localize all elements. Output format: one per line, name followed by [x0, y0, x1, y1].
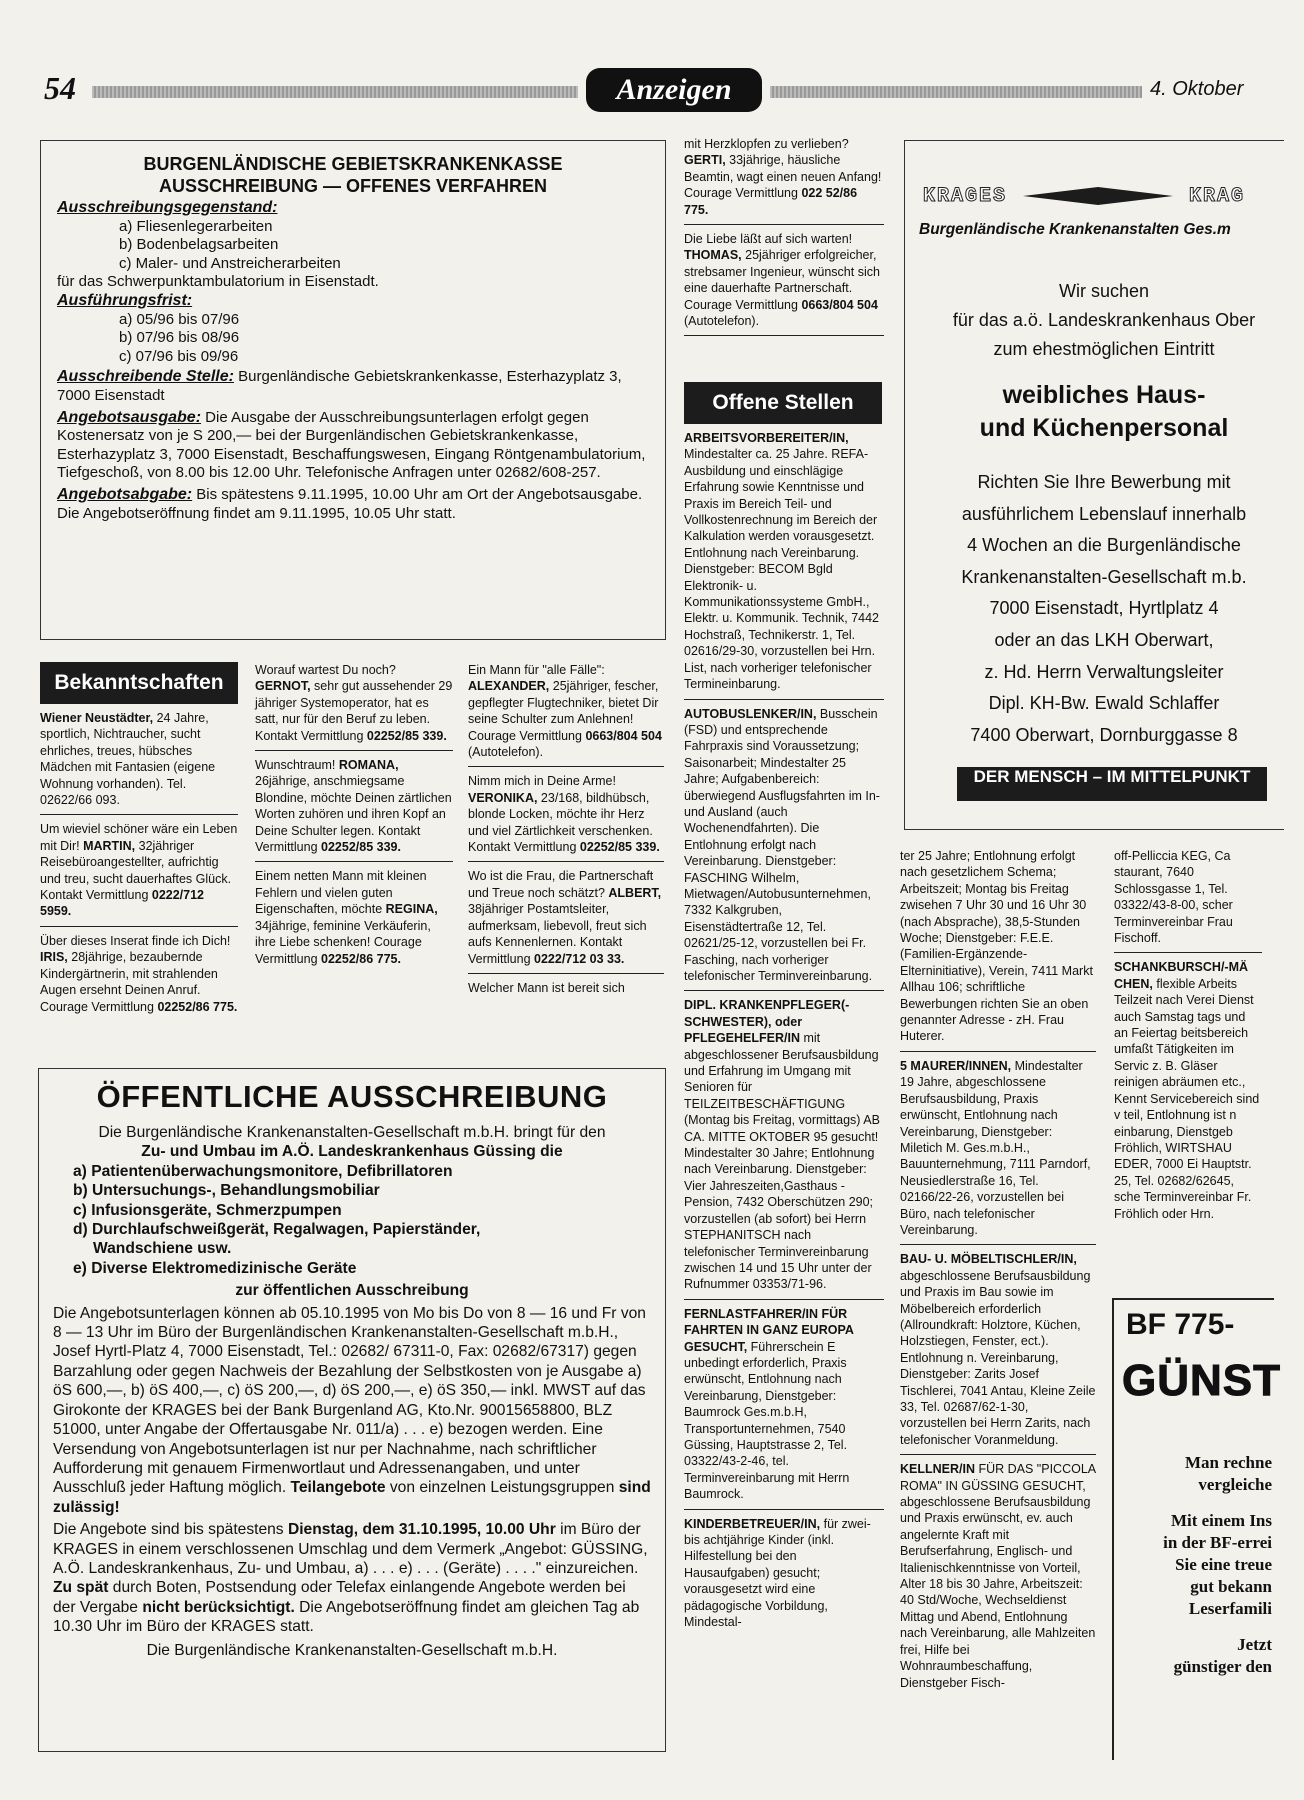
- krages-arrow-icon: [1023, 187, 1173, 205]
- gkk-frist-item: a) 05/96 bis 07/96: [119, 310, 240, 328]
- personal-ad: Einem netten Mann mit kleinen Fehlern und vielen guten Eigenschaften, möchte REGINA, 34jährige, feminine Verkäuferin, ihre Liebe schenken! Courage Vermittlung 02252/86 775.: [255, 869, 438, 966]
- krages-body-line: Krankenanstalten-Gesellschaft m.b.: [961, 566, 1247, 587]
- krages-body: [919, 467, 1289, 751]
- gkk-stelle-text: Burgenländische Gebietskrankenkasse, Esterhazyplatz 3, 7000 Eisenstadt: [57, 368, 622, 404]
- gkk-item: b) Bodenbelagsarbeiten: [119, 236, 279, 254]
- krages-line: zum ehestmöglichen Eintritt: [993, 339, 1215, 359]
- krages-bold-1: weibliches Haus-: [1002, 381, 1206, 409]
- bf-big: GÜNST: [1122, 1356, 1281, 1405]
- gkk-stelle: [57, 368, 649, 405]
- bf-ad: [1112, 1298, 1281, 1760]
- oeff-item: e) Diverse Elektromedizinische Geräte: [73, 1259, 357, 1277]
- oeff-footer: Die Burgenländische Krankenanstalten-Gesellschaft m.b.H.: [146, 1641, 558, 1659]
- krages-body-line: z. Hd. Herrn Verwaltungsleiter: [984, 661, 1224, 682]
- issue-date: 4. Oktober: [1150, 78, 1244, 100]
- bf-text: [1144, 1452, 1304, 1678]
- gkk-ausgabe-label: Angebotsausgabe:: [57, 408, 202, 426]
- krages-bold-2: und Küchenpersonal: [979, 414, 1229, 442]
- oeff-item: d) Durchlaufschweißgerät, Regalwagen, Papierständer,: [73, 1221, 481, 1239]
- bf-line: günstiger den: [1173, 1657, 1272, 1676]
- oeff-item: c) Infusionsgeräte, Schmerzpumpen: [73, 1201, 342, 1219]
- gkk-title-2: AUSSCHREIBUNG — OFFENES VERFAHREN: [158, 176, 548, 196]
- oeffentliche-ausschreibung-ad: [38, 1068, 666, 1752]
- bf-line: Man rechne: [1184, 1453, 1272, 1472]
- personal-ad: Nimm mich in Deine Arme! VERONIKA, 23/168, bildhübsch, blonde Locken, möchte ihr Herz und viel Zärtlichkeit verschenken. Kontakt Vermittlung 02252/85 339.: [468, 774, 660, 855]
- job-ad: KINDERBETREUER/IN, für zwei- bis achtjährige Kinder (inkl. Hilfestellung bei den Hausaufgaben) gesucht; vorausgesetzt wird eine pädagogische Vorbildung, Mindestal-: [684, 1516, 871, 1630]
- gkk-ad: [40, 140, 666, 640]
- krages-line: Wir suchen: [1058, 281, 1150, 301]
- bf-line: in der BF-errei: [1163, 1533, 1272, 1552]
- job-ad: DIPL. KRANKENPFLEGER(-SCHWESTER), oder PFLEGEHELFER/IN mit abgeschlossener Berufsausbildung und Erfahrung im Umgang mit Senioren für TEILZEITBESCHÄFTIGUNG (Montag bis Freitag, vormittags) AB CA. MITTE OKTOBER 95 gesucht! Mindestalter 30 Jahre; Entlohnung nach Vereinbarung. Dienstgeber: Vier Jahreszeiten,Gasthaus - Pension, 7432 Oberschützen 290; vorzustellen (ab sofort) bei Herrn STEPHANITSCH nach telefonischer Terminvereinbarung zwischen 14 und 15 Uhr unter der Rufnummer 03353/71-96.: [684, 998, 880, 1292]
- gkk-items: [57, 218, 649, 274]
- krages-body-line: 7000 Eisenstadt, Hyrtlplatz 4: [989, 598, 1219, 619]
- krages-intro: [919, 277, 1289, 364]
- job-ad: ter 25 Jahre; Entlohnung erfolgt nach gesetzlichem Schema; Arbeitszeit; Montag bis Freitag zwisehen 7 Uhr 30 und 16 Uhr 30 (nach Absprache), 38,5-Stunden Woche; Dienstgeber: F.E.E. (Familien-Ergänzende-Elterninitiative), Verein, 7411 Markt Allhau 106; schriftliche Bewerbungen richten Sie an oben genannter Adresse - zH. Frau Huterer.: [900, 849, 1093, 1044]
- offene-stellen-col-4: [684, 430, 884, 1752]
- oeff-item: b) Untersuchungs-, Behandlungsmobiliar: [73, 1182, 380, 1200]
- gkk-title-1: BURGENLÄNDISCHE GEBIETSKRANKENKASSE: [143, 154, 563, 174]
- krages-logo-left: KRAGES: [923, 185, 1008, 208]
- personal-ad: Worauf wartest Du noch? GERNOT, sehr gut aussehender 29 jähriger Systemoperator, hat es satt, nur für den Beruf zu leben. Kontakt Vermittlung 02252/85 339.: [255, 663, 453, 743]
- krages-position: [919, 379, 1289, 445]
- job-ad: 5 MAURER/INNEN, Mindestalter 19 Jahre, abgeschlossene Berufsausbildung, Praxis erwünscht, Entlohnung nach Vereinbarung, Dienstgeber: Miletich M. Ges.m.b.H., Bauunternehmung, 7111 Parndorf, Neusiedlerstraße 16, Tel. 02166/22-26, vorzustellen bei Büro, nach telefonischer Vereinbarung.: [900, 1058, 1091, 1237]
- oeff-item: a) Patientenüberwachungsmonitore, Defibrillatoren: [73, 1162, 453, 1180]
- krages-body-line: oder an das LKH Oberwart,: [994, 629, 1214, 650]
- page-number: 54: [44, 70, 76, 106]
- krages-logo: [923, 183, 1273, 209]
- gkk-frist-label: Ausführungsfrist:: [57, 291, 193, 309]
- oeff-title: ÖFFENTLICHE AUSSCHREIBUNG: [96, 1079, 608, 1114]
- bf-code: BF 775-: [1126, 1308, 1235, 1341]
- personal-ad: Wo ist die Frau, die Partnerschaft und Treue noch schätzt? ALBERT, 38jähriger Postamtsleiter, aufmerksam, liebevoll, freut sich aufs Kennenlernen. Kontakt Vermittlung 0222/712 03 33.: [468, 869, 662, 966]
- job-ad: KELLNER/IN FÜR DAS "PICCOLA ROMA" IN GÜSSING GESUCHT, abgeschlossene Berufsausbildung und Praxis erwünscht, ev. auch angelernte Kraft mit Berufserfahrung, Englisch- und Italienischkenntnisse von Vorteil, Alter 18 bis 30 Jahre, Arbeitszeit: 40 Std/Woche, Wechseldienst Mittag und Abend, Entlohnung nach Vereinbarung, alle Mahlzeiten frei, Hilfe bei Wohnraumbeschaffung, Dienstgeber Fisch-: [900, 1462, 1096, 1690]
- personal-ad: Welcher Mann ist bereit sich: [468, 980, 625, 995]
- krages-line: für das a.ö. Landeskrankenhaus Ober: [952, 310, 1256, 330]
- job-ad: BAU- U. MÖBELTISCHLER/IN, abgeschlossene Berufsausbildung und Praxis im Bau sowie im Möbelbereich erforderlich (Allroundkraft: Holztore, Küchen, Holzstiegen, Fenster, ect.). Entlohnung n. Vereinbarung, Dienstgeber: Zarits Josef Tischlerei, 7041 Antau, Kleine Zeile 33, Tel. 02687/62-1-30, vorzustellen bei Herrn Zarits, nach telefonischer Voranmeldung.: [900, 1252, 1096, 1447]
- job-ad: AUTOBUSLENKER/IN, Busschein (FSD) und entsprechende Fahrpraxis sind Voraussetzung; Saisonarbeit; Mindestalter 25 Jahre; Aufgabenbereich: überwiegend Ausflugsfahrten im In- und Ausland (auch Wochenendfahrten). Die Entlohnung erfolgt nach Vereinbarung. Dienstgeber: FASCHING Wilhelm, Mietwagen/Autobusunternehmen, 7332 Kalkgruben, Eisenstädtertraße 12, Tel. 02621/25-12, vorzustellen bei Fr. Fasching, nach vorheriger telefonischer Terminvereinbarung.: [684, 706, 880, 983]
- oeff-items: [53, 1162, 651, 1278]
- header-rule-right: [770, 86, 1142, 98]
- gkk-ausgabe: [57, 409, 649, 483]
- personal-ad: Ein Mann für "alle Fälle": ALEXANDER, 25jähriger, fescher, gepflegter Flugtechniker, bietet Dir seine Schulter zum Anlehnen! Courage Vermittlung 0663/804 504 (Autotelefon).: [468, 663, 662, 760]
- personal-ad: Wiener Neustädter, 24 Jahre, sportlich, Nichtraucher, sucht ehrliches, treues, hübsches Mädchen mit Fantasien (eigene Wohnung vorhanden). Tel. 02622/66 093.: [40, 711, 216, 808]
- gkk-stelle-label: Ausschreibende Stelle:: [57, 368, 234, 386]
- personal-ad: Um wieviel schöner wäre ein Leben mit Dir! MARTIN, 32jähriger Reisebüroangestellter, aufrichtig und treu, sucht dauerhaftes Glück. Kontakt Vermittlung 0222/712 5959.: [40, 822, 238, 919]
- personal-ad: Wunschtraum! ROMANA, 26jährige, anschmiegsame Blondine, möchte Deinen zärtlichen Worten zuhören und ihren Kopf an Deine Schulter legen. Kontakt Vermittlung 02252/85 339.: [255, 758, 452, 855]
- gkk-abgabe-text: Bis spätestens 9.11.1995, 10.00 Uhr am Ort der Angebotsausgabe. Die Angebotseröffnung findet am 9.11.1995, 10.05 Uhr statt.: [57, 485, 643, 522]
- job-ad: SCHANKBURSCH/-MÄ CHEN, flexible Arbeits Teilzeit nach Verei Dienst auch Samstag tags und an Feiertag beitsbereich umfaßt Tätigkeiten im Servic z. B. Gläser reinigen abräumen etc., Kennt Servicebereich sind v teil, Entlohnung ist n einbarung, Dienstgeb Fröhlich, WIRTSHAU EDER, 7000 Ei Hauptstr. 25, Tel. 02682/62645, sche Terminvereinbar Fr. Fröhlich oder Hrn.: [1114, 960, 1260, 1221]
- krages-ad: [904, 140, 1284, 830]
- oeff-intro: Die Burgenländische Krankenanstalten-Gesellschaft m.b.H. bringt für den Zu- und Umbau im A.Ö. Landeskrankenhaus Güssing die: [98, 1124, 606, 1161]
- personal-ad: mit Herzklopfen zu verlieben? GERTI, 33jährige, häusliche Beamtin, wagt einen neuen Anfang! Courage Vermittlung 022 52/86 775.: [684, 137, 882, 217]
- gkk-gegenstand-label: Ausschreibungsgegenstand:: [57, 199, 278, 216]
- oeff-item: Wandschiene usw.: [93, 1240, 232, 1258]
- bekanntschaften-col-2: [255, 662, 453, 973]
- oeff-paragraph-2: Die Angebote sind bis spätestens Dienstag, dem 31.10.1995, 10.00 Uhr im Büro der KRAGES in einem verschlossenen Umschlag und dem Vermerk „Angebot: GÜSSING, A.Ö. Landeskrankenhaus, Zu- und Umbau, a) . . . e) . . . (Geräte) . . . ." einzureichen. Zu spät durch Boten, Postsendung oder Telefax einlangende Angebote werden bei der Vergabe nicht berücksichtigt. Die Angebotseröffnung findet am gleichen Tag ab 10.30 Uhr im Büro der KRAGES statt.: [53, 1521, 648, 1636]
- bf-line: Leserfamili: [1188, 1599, 1272, 1618]
- krages-body-line: Richten Sie Ihre Bewerbung mit: [977, 472, 1231, 492]
- bekanntschaften-heading: Bekanntschaften: [40, 662, 238, 704]
- krages-footer: DER MENSCH – IM MITTELPUNKT: [957, 767, 1267, 801]
- offene-stellen-col-6: [1114, 848, 1262, 1288]
- offene-stellen-col-5: [900, 848, 1096, 1752]
- bf-line: Mit einem Ins: [1170, 1511, 1272, 1530]
- personal-ad: Über dieses Inserat finde ich Dich! IRIS, 28jährige, bezaubernde Kindergärtnerin, mit strahlenden Augen ersehnt Deinen Anruf. Courage Vermittlung 02252/86 775.: [40, 933, 238, 1014]
- gkk-ausgabe-text: Die Ausgabe der Ausschreibungsunterlagen erfolgt gegen Kostenersatz von je S 200,— bei der Burgenländischen Gebietskrankenkasse, Esterhazyplatz 3, 7000 Eisenstadt, Beschaffungswesen, Eingang Röntgenambulatorium, Tiefgeschoß, von 8.00 bis 12.00 Uhr. Telefonische Anfragen unter 02682/608-257.: [57, 408, 646, 482]
- bf-line: vergleiche: [1198, 1475, 1272, 1494]
- krages-body-line: 4 Wochen an die Burgenländische: [967, 535, 1241, 556]
- gkk-abgabe: [57, 486, 649, 523]
- gkk-frist: [57, 311, 649, 367]
- bekanntschaften-col-1: [40, 710, 238, 1021]
- gkk-item: a) Fliesenlegerarbeiten: [119, 217, 273, 235]
- krages-body-line: Dipl. KH-Bw. Ewald Schlaffer: [988, 693, 1220, 714]
- job-ad: off-Pelliccia KEG, Ca staurant, 7640 Schlossgasse 1, Tel. 03322/43-8-00, scher Terminvereinbar Frau Fischoff.: [1114, 849, 1233, 946]
- offene-stellen-heading: Offene Stellen: [684, 382, 882, 424]
- krages-body-line: ausführlichem Lebenslauf innerhalb: [961, 503, 1247, 524]
- bf-line: gut bekann: [1190, 1577, 1272, 1596]
- gkk-item: c) Maler- und Anstreicherarbeiten: [119, 254, 341, 272]
- column-4-top: [684, 136, 884, 342]
- gkk-frist-item: b) 07/96 bis 08/96: [119, 329, 240, 347]
- gkk-fuer: für das Schwerpunktambulatorium in Eisenstadt.: [57, 273, 379, 291]
- bf-line: Sie eine treue: [1175, 1555, 1272, 1574]
- oeff-center: zur öffentlichen Ausschreibung: [235, 1282, 469, 1300]
- oeff-paragraph-1: Die Angebotsunterlagen können ab 05.10.1995 von Mo bis Do von 8 — 16 und Fr von 8 — 13 Uhr im Büro der Burgenländischen Krankenanstalten-Gesellschaft m.b.H., Josef Hyrtl-Platz 4, 7000 Eisenstadt, Tel.: 02682/ 67311-0, Fax: 02682/67317) gegen Barzahlung oder gegen Nachweis der Bezahlung der Selbstkosten von je Ausgabe a) öS 600,—, b) öS 400,—, c) öS 200,—, d) öS 200,—, e) öS 350,— inkl. MWST auf das Girokonte der KRAGES bei der Bank Burgenland AG, Kto.Nr. 90015658800, BLZ 51000, unter Angabe der Offertausgabe Nr. 011/a) . . . e) bezogen werden. Eine Versendung von Angebotsunterlagen ist nur per Nachnahme, nach schriftlicher Aufforderung mit genauem Firmenwortlaut und Adressenangaben, und unter Ausschluß jeder Haftung möglich. Teilangebote von einzelnen Leistungsgruppen sind zulässig!: [53, 1304, 651, 1516]
- bekanntschaften-col-3: [468, 662, 664, 1002]
- bf-line: Jetzt: [1237, 1635, 1272, 1654]
- job-ad: ARBEITSVORBEREITER/IN, Mindestalter ca. 25 Jahre. REFA-Ausbildung und einschlägige Erfahrung sowie Kenntnisse und Praxis im Bereich Teil- und Vollkostenrechnung im Bereich der Kalkulation werden vorausgesetzt. Entlohnung nach Vereinbarung. Dienstgeber: BECOM Bgld Elektronik- u. Kommunikationssysteme GmbH., Elektr. u. Kommunik. Technik, 7442 Hochstraß, Technikerstr. 1, Tel. 02616/29-30, vorzustellen bei Hrn. List, nach vorheriger telefonischer Termineinbarung.: [684, 431, 880, 692]
- krages-subtitle: Burgenländische Krankenanstalten Ges.m: [919, 221, 1231, 238]
- krages-body-line: 7400 Oberwart, Dornburggasse 8: [970, 724, 1238, 745]
- gkk-abgabe-label: Angebotsabgabe:: [57, 485, 193, 503]
- gkk-frist-item: c) 07/96 bis 09/96: [119, 347, 239, 365]
- section-title: Anzeigen: [586, 68, 762, 112]
- krages-logo-right: KRAG: [1189, 185, 1246, 208]
- job-ad: FERNLASTFAHRER/IN FÜR FAHRTEN IN GANZ EUROPA GESUCHT, Führerschein E unbedingt erforderlich, Praxis erwünscht, Entlohnung nach Vereinbarung, Dienstgeber: Baumrock Ges.m.b.H, Transportunternehmen, 7540 Güssing, Hauptstrasse 2, Tel. 03322/43-2-46, tel. Terminvereinbarung mit Herrn Baumrock.: [684, 1306, 854, 1502]
- personal-ad: Die Liebe läßt auf sich warten! THOMAS, 25jähriger erfolgreicher, strebsamer Ingenieur, wünscht sich eine dauerhafte Partnerschaft. Courage Vermittlung 0663/804 504 (Autotelefon).: [684, 232, 880, 329]
- header-rule-left: [92, 86, 578, 98]
